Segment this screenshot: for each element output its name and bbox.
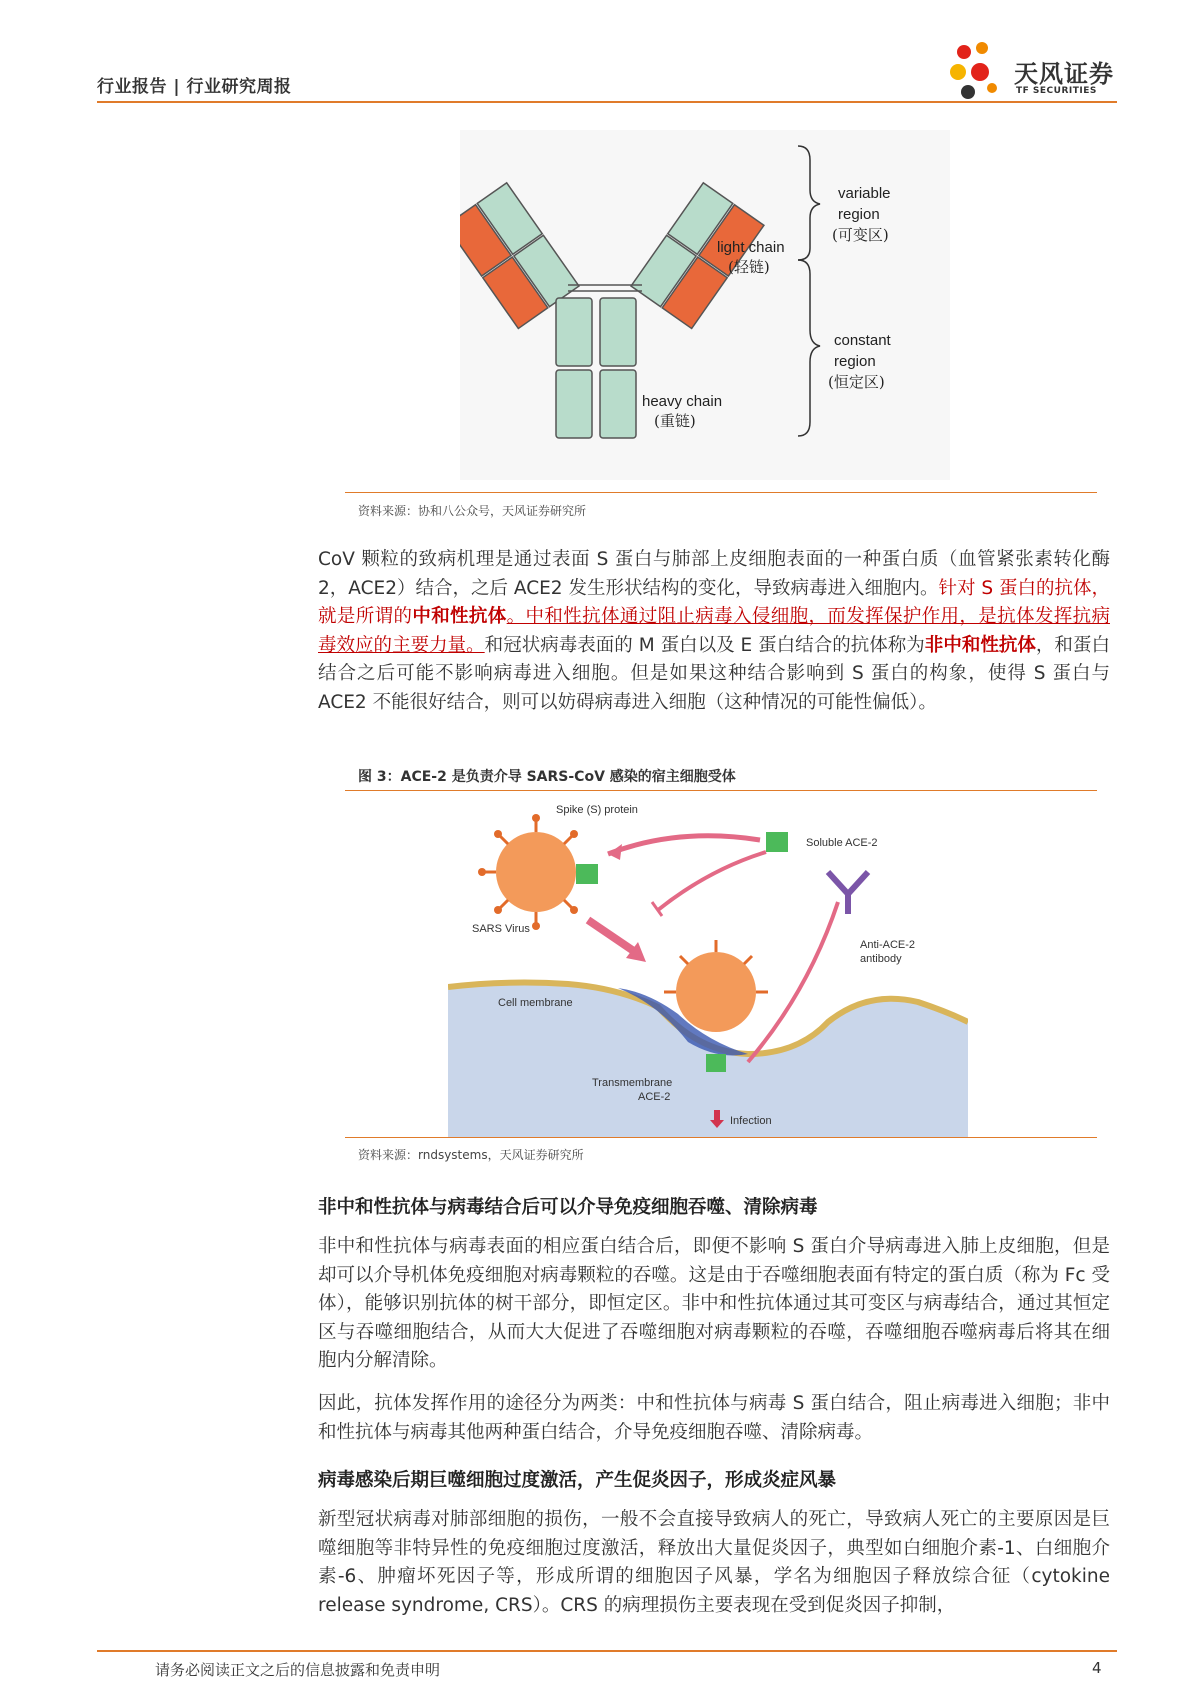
- para1-text5: 和冠状病毒表面的 M 蛋白以及 E 蛋白结合的抗体称为: [484, 634, 925, 656]
- constant-label-3: (恒定区): [828, 373, 885, 391]
- section1-heading: 非中和性抗体与病毒结合后可以介导免疫细胞吞噬、清除病毒: [318, 1197, 818, 1218]
- variable-label-3: (可变区): [832, 226, 889, 244]
- figure2-title: 图 3：ACE-2 是负责介导 SARS-CoV 感染的宿主细胞受体: [358, 769, 736, 785]
- light-chain-cn: (轻链): [728, 258, 770, 276]
- figure2-title-divider: [345, 790, 1097, 791]
- para1-text4: 。中和性抗体通过阻止病毒入侵细胞，而发挥保护作用，是抗体发挥抗病毒效应的主要力量。: [318, 606, 1110, 656]
- transmembrane-ace2-icon: [706, 1054, 726, 1072]
- soluble-ace2-label: Soluble ACE-2: [806, 837, 878, 849]
- ace2-receptor-diagram: [448, 792, 968, 1137]
- section2-paragraph1: [318, 1506, 1110, 1620]
- para1-text2: 针对 S 蛋白的抗体，就是所谓的: [318, 577, 1110, 627]
- section2-heading: 病毒感染后期巨噬细胞过度激活，产生促炎因子，形成炎症风暴: [318, 1470, 837, 1491]
- spike-protein-label: Spike (S) protein: [556, 804, 638, 816]
- soluble-ace2-icon: [766, 832, 788, 852]
- heavy-chain-cn: (重链): [654, 412, 696, 430]
- section2-p1-text: 新型冠状病毒对肺部细胞的损伤，一般不会直接导致病人的死亡，导致病人死亡的主要原因是巨噬细胞等非特异性的免疫细胞过度激活，释放出大量促炎因子，典型如白细胞介素-1、白细胞介素-6、肿瘤坏死因子等，形成所谓的细胞因子风暴，学名为细胞因子释放综合征（cytokine release syndrome, CRS）。CRS 的病理损伤主要表现在受到促炎因子抑制，: [318, 1509, 1110, 1616]
- figure2-source: 资料来源：rndsystems，天风证券研究所: [358, 1148, 584, 1162]
- cell-membrane-label: Cell membrane: [498, 997, 573, 1009]
- logo-chinese-name: 天风证券: [1014, 60, 1114, 88]
- section1-paragraph2: [318, 1390, 1110, 1447]
- heavy-chain-label: heavy chain: [642, 393, 723, 410]
- section1-p2-text: 因此，抗体发挥作用的途径分为两类：中和性抗体与病毒 S 蛋白结合，阻止病毒进入细胞；非中和性抗体与病毒其他两种蛋白结合，介导免疫细胞吞噬、清除病毒。: [318, 1393, 1110, 1443]
- figure1-source-divider: [345, 492, 1097, 493]
- antibody-structure-diagram: [460, 130, 960, 480]
- constant-label-1: constant: [834, 332, 891, 349]
- variable-label-2: region: [838, 206, 880, 223]
- anti-ace2-label-2: antibody: [860, 953, 902, 965]
- constant-label-2: region: [834, 353, 876, 370]
- footer-divider: [97, 1650, 1117, 1652]
- report-header-title: 行业报告 | 行业研究周报: [97, 77, 292, 97]
- footer-disclaimer: 请务必阅读正文之后的信息披露和免责申明: [155, 1661, 441, 1679]
- para1-text1: CoV 颗粒的致病机理是通过表面 S 蛋白与肺部上皮细胞表面的一种蛋白质（血管紧张素转化酶 2，ACE2）结合，之后 ACE2 发生形状结构的变化，导致病毒进入细胞内。: [318, 549, 1110, 599]
- sars-virus-label: SARS Virus: [472, 923, 530, 935]
- transmembrane-label-1: Transmembrane: [592, 1077, 673, 1089]
- variable-label-1: variable: [838, 185, 891, 202]
- transmembrane-label-2: ACE-2: [638, 1091, 671, 1103]
- para1-neutralizing-term: 中和性抗体: [412, 606, 507, 627]
- paragraph-pathogenesis: [318, 546, 1110, 717]
- anti-ace2-label-1: Anti-ACE-2: [860, 939, 916, 951]
- para1-text7: ，和蛋白结合之后可能不影响病毒进入细胞。但是如果这种结合影响到 S 蛋白的构象，使得 S 蛋白与 ACE2 不能很好结合，则可以妨碍病毒进入细胞（这种情况的可能性偏低）。: [318, 634, 1110, 713]
- section1-paragraph1: [318, 1233, 1110, 1376]
- infection-label: Infection: [730, 1115, 772, 1127]
- logo-english-name: TF SECURITIES: [1016, 86, 1097, 96]
- bound-ace2-icon: [576, 864, 598, 884]
- figure1-source: 资料来源：协和八公众号，天风证券研究所: [358, 504, 587, 518]
- section1-p1-text: 非中和性抗体与病毒表面的相应蛋白结合后，即便不影响 S 蛋白介导病毒进入肺上皮细胞，但是却可以介导机体免疫细胞对病毒颗粒的吞噬。这是由于吞噬细胞表面有特定的蛋白质（称为 Fc 受体），能够识别抗体的树干部分，即恒定区。非中和性抗体通过其可变区与病毒结合，通过其恒定区与吞噬细胞结合，从而大大促进了吞噬细胞对病毒颗粒的吞噬，吞噬细胞吞噬病毒后将其在细胞内分解清除。: [318, 1236, 1110, 1371]
- page-number: 4: [1092, 1659, 1102, 1677]
- para1-non-neutralizing-term: 非中和性抗体: [924, 634, 1036, 656]
- figure2-source-divider: [345, 1137, 1097, 1138]
- light-chain-label: light chain: [717, 239, 785, 256]
